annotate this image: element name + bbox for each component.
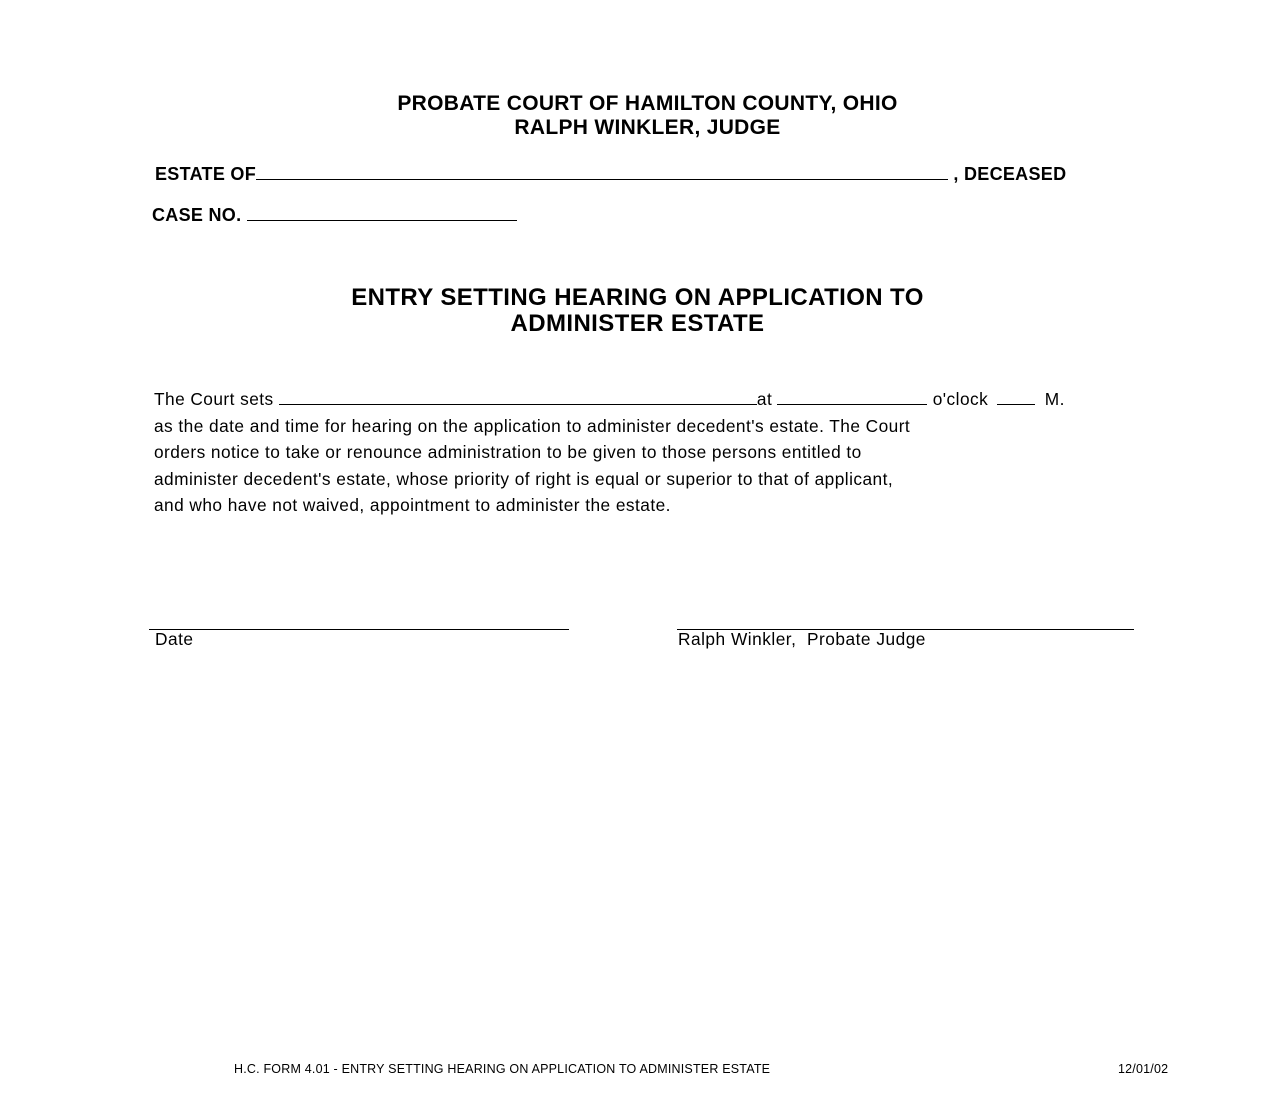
body-line-2: as the date and time for hearing on the application to administer decedent's estate. The Court xyxy=(154,415,911,436)
body-line-1 xyxy=(154,386,1134,413)
court-sets-label: The Court sets xyxy=(154,389,274,409)
court-header xyxy=(0,92,1275,140)
m-label: M. xyxy=(1044,389,1065,409)
footer-form-title: H.C. FORM 4.01 - ENTRY SETTING HEARING ON APPLICATION TO ADMINISTER ESTATE xyxy=(234,1062,771,1076)
deceased-label: , DECEASED xyxy=(953,164,1067,184)
body-line-5: and who have not waived, appointment to administer the estate. xyxy=(154,495,671,515)
oclock-label: o'clock xyxy=(932,389,989,409)
judge-name-header: RALPH WINKLER, JUDGE xyxy=(514,116,781,139)
am-pm-field[interactable] xyxy=(997,388,1035,405)
document-title xyxy=(0,285,1275,337)
estate-name-field[interactable] xyxy=(256,163,948,180)
case-line xyxy=(152,204,517,226)
title-line-1: ENTRY SETTING HEARING ON APPLICATION TO xyxy=(351,284,924,311)
judge-signature-label: Ralph Winkler, Probate Judge xyxy=(678,629,926,649)
court-name: PROBATE COURT OF HAMILTON COUNTY, OHIO xyxy=(397,92,898,115)
date-signature-line[interactable] xyxy=(149,629,569,630)
estate-label: ESTATE OF xyxy=(155,164,257,184)
estate-line xyxy=(155,163,1066,185)
hearing-time-field[interactable] xyxy=(777,388,927,405)
body-line-4: administer decedent's estate, whose priority of right is equal or superior to that of applicant, xyxy=(154,468,894,489)
body-line-3: orders notice to take or renounce administration to be given to those persons entitled to xyxy=(154,442,862,462)
at-label: at xyxy=(756,389,773,409)
case-label: CASE NO. xyxy=(152,205,242,225)
title-line-2: ADMINISTER ESTATE xyxy=(510,310,765,337)
hearing-date-field[interactable] xyxy=(279,388,757,405)
case-number-field[interactable] xyxy=(247,204,517,221)
footer-form-date: 12/01/02 xyxy=(1118,1062,1169,1076)
body-paragraph xyxy=(154,386,1134,519)
date-label: Date xyxy=(155,629,194,649)
